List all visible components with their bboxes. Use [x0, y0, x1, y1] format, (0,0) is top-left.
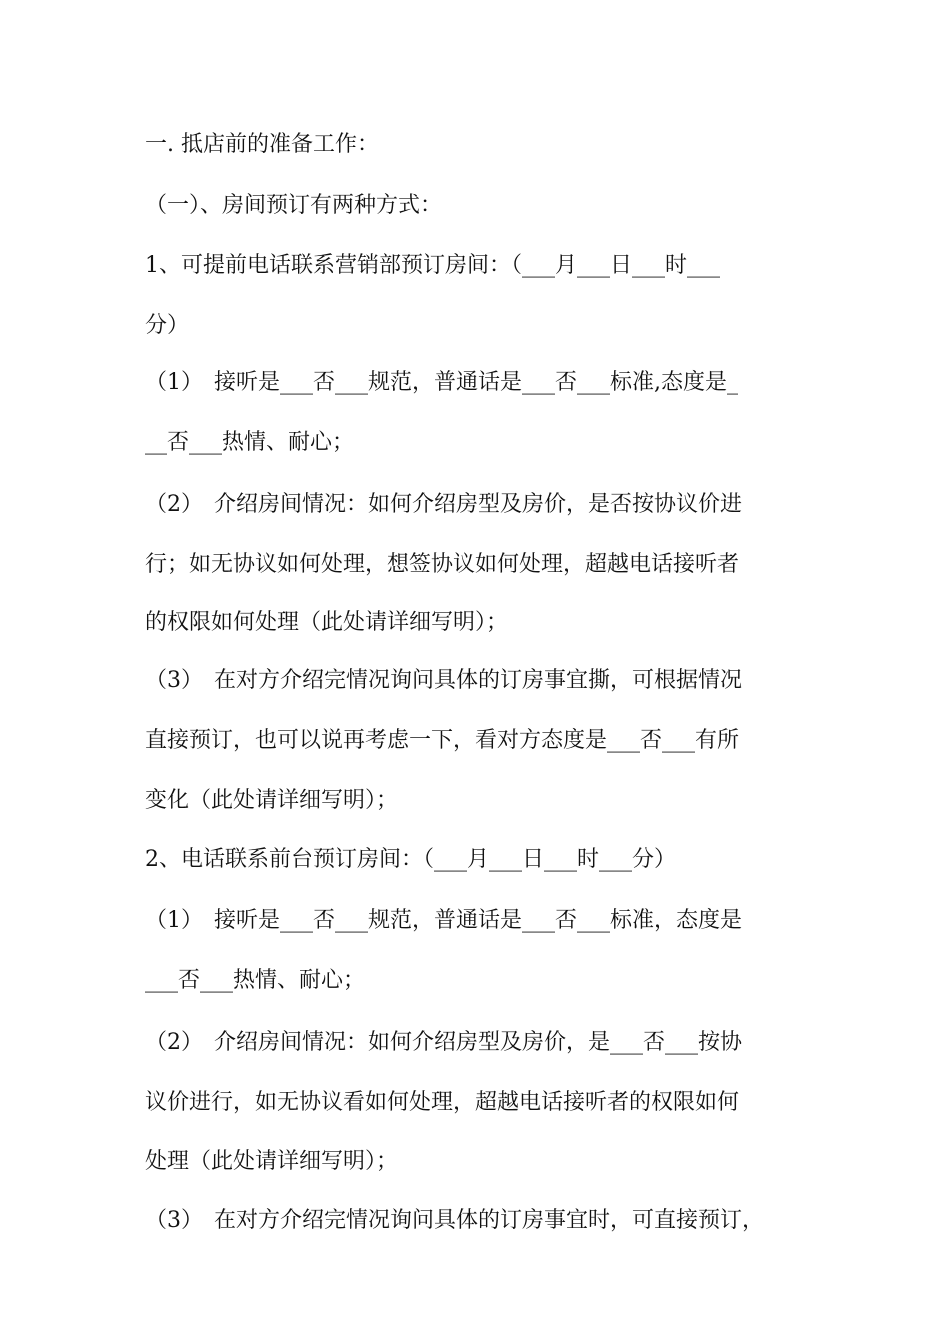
- item-1-1-line-2: __否___热情、耐心；: [145, 430, 355, 455]
- item-1-3-line-1: （3） 在对方介绍完情况询问具体的订房事宜撕，可根据情况: [145, 668, 742, 693]
- item-2-2-line-3: 处理（此处请详细写明）；: [145, 1149, 399, 1174]
- item-1-line-1: 1、可提前电话联系营销部预订房间：（___月___日___时___: [145, 253, 720, 278]
- item-2-1-line-2: ___否___热情、耐心；: [145, 968, 366, 993]
- item-1-2-line-2: 行；如无协议如何处理，想签协议如何处理，超越电话接听者: [145, 552, 740, 577]
- subsection-heading: （一）、房间预订有两种方式：: [145, 193, 443, 218]
- item-2-2-line-1: （2） 介绍房间情况：如何介绍房型及房价，是___否___按协: [145, 1030, 742, 1055]
- item-1-1-line-1: （1） 接听是___否___规范，普通话是___否___标准,态度是_: [145, 370, 738, 395]
- item-1-line-2: 分）: [145, 313, 190, 338]
- item-1-2-line-1: （2） 介绍房间情况：如何介绍房型及房价，是否按协议价进: [145, 492, 742, 517]
- section-heading: 一. 抵店前的准备工作：: [145, 132, 379, 157]
- item-2-2-line-2: 议价进行，如无协议看如何处理，超越电话接听者的权限如何: [145, 1090, 740, 1115]
- item-1-3-line-3: 变化（此处请详细写明）；: [145, 788, 399, 813]
- item-1-3-line-2: 直接预订，也可以说再考虑一下，看对方态度是___否___有所: [145, 728, 740, 753]
- item-1-2-line-3: 的权限如何处理（此处请详细写明）；: [145, 610, 509, 635]
- item-2-1-line-1: （1） 接听是___否___规范，普通话是___否___标准，态度是: [145, 908, 742, 933]
- item-2-line-1: 2、电话联系前台预订房间：（___月___日___时___分）: [145, 847, 676, 872]
- item-2-3-line-1: （3） 在对方介绍完情况询问具体的订房事宜时，可直接预订，: [145, 1208, 764, 1233]
